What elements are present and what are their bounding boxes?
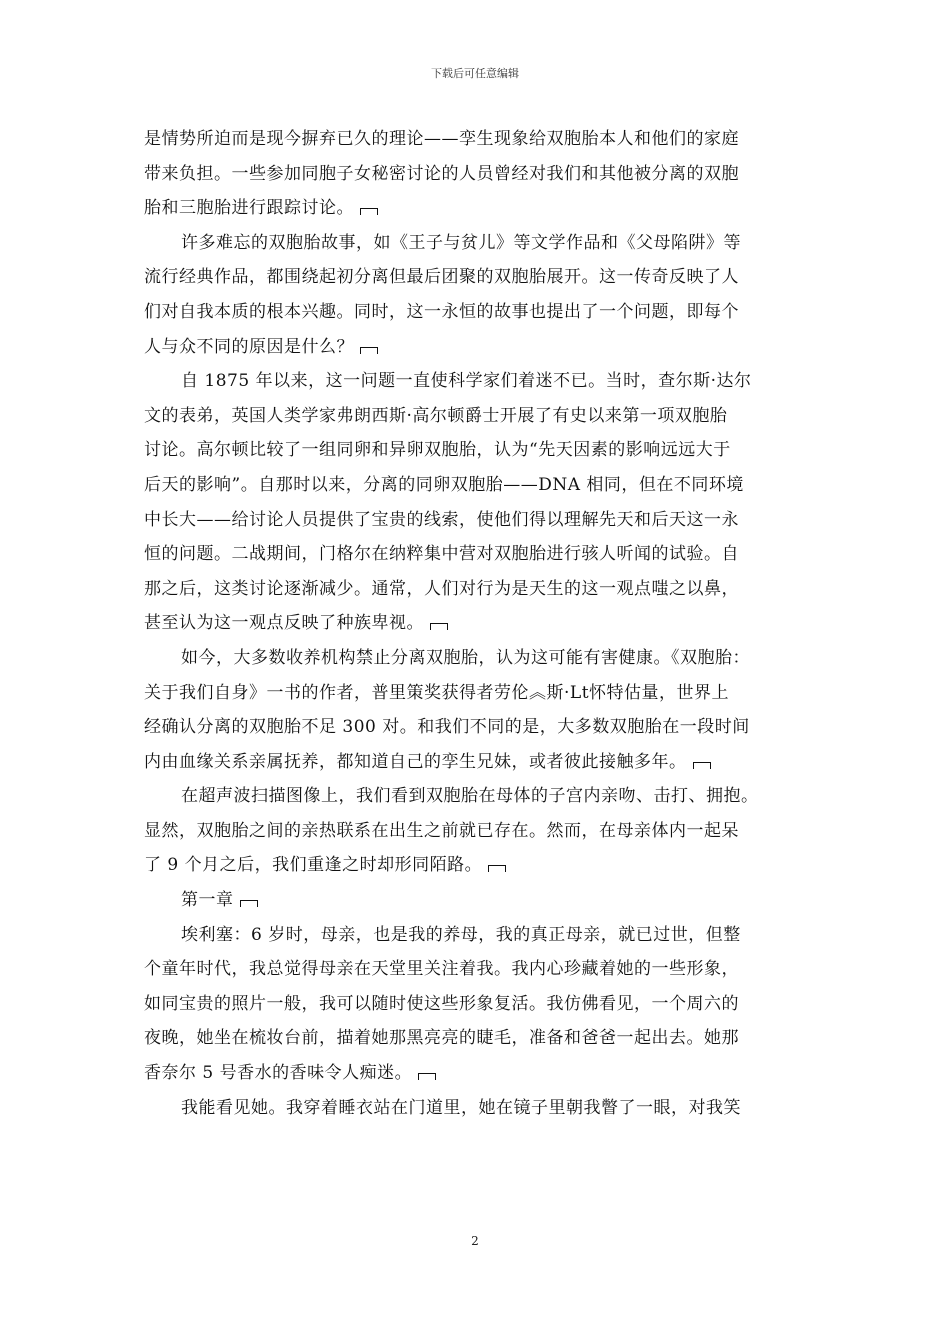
text-line: 后天的影响”。自那时以来，分离的同卵双胞胎——DNA 相同，但在不同环境 xyxy=(144,474,744,495)
paragraph-mark-icon xyxy=(360,208,378,215)
text-line: 了 9 个月之后，我们重逢之时却形同陌路。 xyxy=(144,848,808,883)
text-line: 流行经典作品，都围绕起初分离但最后团聚的双胞胎展开。这一传奇反映了人 xyxy=(144,267,739,288)
chapter-heading: 第一章 xyxy=(144,883,808,918)
text-line: 内由血缘关系亲属抚养，都知道自己的孪生兄妹，或者彼此接触多年。 xyxy=(144,745,808,780)
text-line: 自 1875 年以来，这一问题一直使科学家们着迷不已。当时，查尔斯·达尔 xyxy=(181,371,752,392)
page-number: 2 xyxy=(471,1234,479,1248)
text-line: 夜晚，她坐在梳妆台前，描着她那黑亮亮的睫毛，准备和爸爸一起出去。她那 xyxy=(144,1028,739,1049)
text-line: 是情势所迫而是现今摒弃已久的理论——孪生现象给双胞胎本人和他们的家庭 xyxy=(144,129,739,149)
text-line: 甚至认为这一观点反映了种族卑视。 xyxy=(144,606,808,641)
text-line: 如今，大多数收养机构禁止分离双胞胎，认为这可能有害健康。《双胞胎： xyxy=(181,647,750,668)
text-line: 关于我们自身》一书的作者，普里策奖获得者劳伦︽斯·Lt怀特估量，世界上 xyxy=(144,682,730,703)
document-body xyxy=(144,122,808,1125)
text-line: 胎和三胞胎进行跟踪讨论。 xyxy=(144,191,808,226)
text-line: 经确认分离的双胞胎不足 300 对。和我们不同的是，大多数双胞胎在一段时间 xyxy=(144,717,750,738)
page-header: 下载后可任意编辑 xyxy=(431,67,519,80)
text-line: 我能看见她。我穿着睡衣站在门道里，她在镜子里朝我瞥了一眼，对我笑 xyxy=(181,1097,741,1118)
text-line: 带来负担。一些参加同胞子女秘密讨论的人员曾经对我们和其他被分离的双胞 xyxy=(144,163,739,184)
text-line: 如同宝贵的照片一般，我可以随时使这些形象复活。我仿佛看见，一个周六的 xyxy=(144,993,739,1014)
text-line: 那之后，这类讨论逐渐减少。通常，人们对行为是天生的这一观点嗤之以鼻， xyxy=(144,578,739,599)
text-line: 讨论。高尔顿比较了一组同卵和异卵双胞胎，认为“先天因素的影响远远大于 xyxy=(144,440,731,461)
paragraph-mark-icon xyxy=(693,762,711,769)
text-line: 人与众不同的原因是什么？ xyxy=(144,330,808,365)
text-line: 埃利塞：6 岁时，母亲，也是我的养母，我的真正母亲，就已过世，但整 xyxy=(181,924,741,945)
text-line: 显然，双胞胎之间的亲热联系在出生之前就已存在。然而，在母亲体内一起呆 xyxy=(144,820,739,841)
text-line: 在超声波扫描图像上，我们看到双胞胎在母体的子宫内亲吻、击打、拥抱。 xyxy=(181,786,759,807)
text-line: 许多难忘的双胞胎故事，如《王子与贫儿》等文学作品和《父母陷阱》等 xyxy=(181,232,741,253)
text-line: 个童年时代，我总觉得母亲在天堂里关注着我。我内心珍藏着她的一些形象， xyxy=(144,959,739,980)
paragraph-mark-icon xyxy=(418,1073,436,1080)
paragraph-mark-icon xyxy=(240,900,258,907)
text-line: 们对自我本质的根本兴趣。同时，这一永恒的故事也提出了一个问题，即每个 xyxy=(144,301,739,322)
paragraph-mark-icon xyxy=(488,865,506,872)
text-line: 恒的问题。二战期间，门格尔在纳粹集中营对双胞胎进行骇人听闻的试验。自 xyxy=(144,544,739,565)
paragraph-mark-icon xyxy=(360,347,378,354)
text-line: 文的表弟，英国人类学家弗朗西斯·高尔顿爵士开展了有史以来第一项双胞胎 xyxy=(144,405,728,426)
paragraph-mark-icon xyxy=(430,623,448,630)
text-line: 中长大——给讨论人员提供了宝贵的线索，使他们得以理解先天和后天这一永 xyxy=(144,509,739,530)
text-line: 香奈尔 5 号香水的香味令人痴迷。 xyxy=(144,1056,808,1091)
